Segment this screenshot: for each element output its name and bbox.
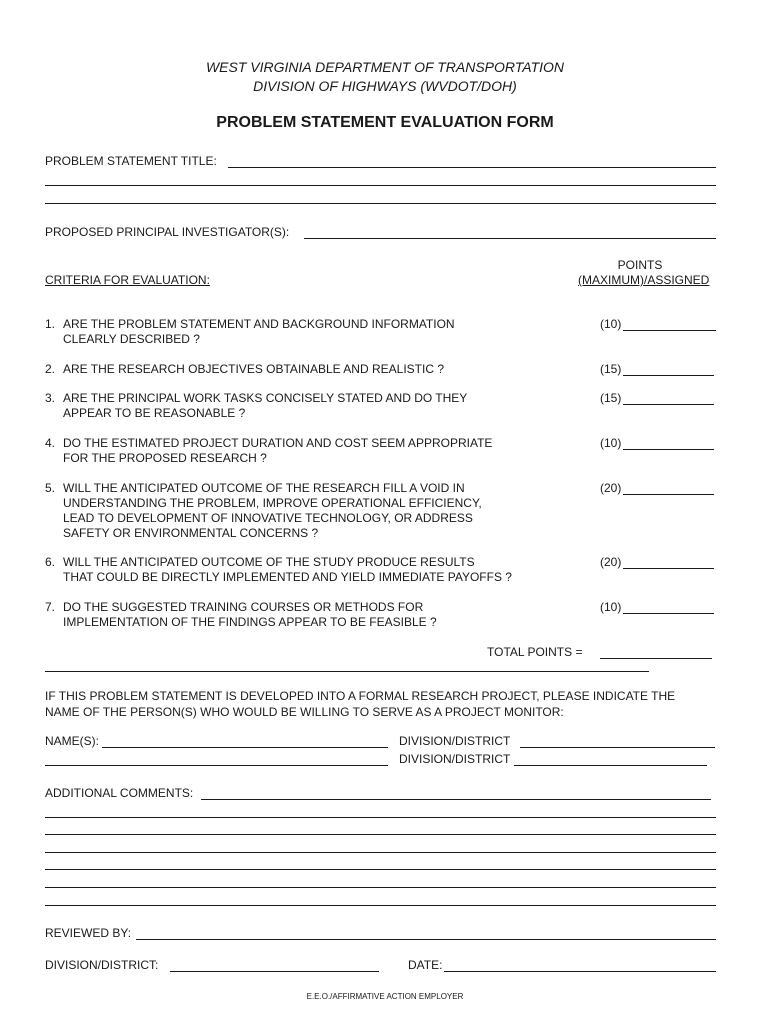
date-field[interactable]: [444, 971, 716, 972]
criterion-assigned-field[interactable]: [623, 449, 714, 450]
criterion-max-points: (10): [600, 600, 622, 614]
criterion-text: WILL THE ANTICIPATED OUTCOME OF THE RESEARCH FILL A VOID IN: [63, 481, 465, 495]
comments-label: ADDITIONAL COMMENTS:: [45, 786, 194, 800]
criterion-max-points: (15): [600, 362, 622, 376]
comments-line[interactable]: [45, 887, 716, 888]
names-field-2[interactable]: [45, 765, 388, 766]
form-title: PROBLEM STATEMENT EVALUATION FORM: [216, 114, 554, 131]
total-points-label: TOTAL POINTS =: [487, 645, 583, 659]
criterion-number: 3.: [45, 391, 56, 405]
comments-line[interactable]: [45, 817, 716, 818]
names-label: NAME(S):: [45, 734, 99, 748]
criterion-number: 6.: [45, 555, 56, 569]
criterion-text: IMPLEMENTATION OF THE FINDINGS APPEAR TO BE FEASIBLE ?: [63, 615, 437, 629]
criterion-number: 1.: [45, 317, 56, 331]
criterion-text: FOR THE PROPOSED RESEARCH ?: [63, 451, 267, 465]
criterion-max-points: (20): [600, 555, 622, 569]
criterion-assigned-field[interactable]: [623, 404, 714, 405]
criterion-text: DO THE ESTIMATED PROJECT DURATION AND COST SEEM APPROPRIATE: [63, 436, 493, 450]
criterion-assigned-field[interactable]: [623, 613, 714, 614]
criterion-text: THAT COULD BE DIRECTLY IMPLEMENTED AND YIELD IMMEDIATE PAYOFFS ?: [63, 570, 512, 584]
names-field[interactable]: [102, 747, 388, 748]
criterion-text: SAFETY OR ENVIRONMENTAL CONCERNS ?: [63, 526, 319, 540]
criterion-number: 4.: [45, 436, 56, 450]
criterion-max-points: (10): [600, 317, 622, 331]
monitor-instruction: NAME OF THE PERSON(S) WHO WOULD BE WILLING TO SERVE AS A PROJECT MONITOR:: [45, 705, 564, 719]
reviewed-by-label: REVIEWED BY:: [45, 926, 132, 940]
points-label: POINTS: [617, 258, 663, 272]
points-subheading: (MAXIMUM)/ASSIGNED: [578, 273, 710, 287]
problem-title-label: PROBLEM STATEMENT TITLE:: [45, 154, 217, 168]
criterion-text: DO THE SUGGESTED TRAINING COURSES OR METHODS FOR: [63, 600, 424, 614]
division-field[interactable]: [520, 747, 715, 748]
comments-line[interactable]: [45, 869, 716, 870]
criterion-assigned-field[interactable]: [623, 494, 714, 495]
comments-field[interactable]: [201, 799, 711, 800]
criterion-max-points: (20): [600, 481, 622, 495]
criterion-text: WILL THE ANTICIPATED OUTCOME OF THE STUDY PRODUCE RESULTS: [63, 555, 475, 569]
criterion-assigned-field[interactable]: [623, 330, 716, 331]
criterion-max-points: (15): [600, 391, 622, 405]
investigators-field[interactable]: [304, 238, 716, 239]
criterion-max-points: (10): [600, 436, 622, 450]
division-field-2[interactable]: [514, 765, 707, 766]
criterion-assigned-field[interactable]: [623, 375, 714, 376]
review-division-field[interactable]: [170, 971, 379, 972]
division-label: DIVISION/DISTRICT: [399, 752, 511, 766]
problem-title-field[interactable]: [228, 167, 716, 168]
monitor-instruction: IF THIS PROBLEM STATEMENT IS DEVELOPED INTO A FORMAL RESEARCH PROJECT, PLEASE INDICATE THE: [45, 689, 676, 703]
reviewed-by-field[interactable]: [136, 939, 716, 940]
problem-title-line-2[interactable]: [45, 185, 716, 186]
total-points-field[interactable]: [600, 658, 712, 659]
criterion-text: ARE THE RESEARCH OBJECTIVES OBTAINABLE AND REALISTIC ?: [63, 362, 444, 376]
criterion-number: 5.: [45, 481, 56, 495]
agency-name: WEST VIRGINIA DEPARTMENT OF TRANSPORTATION: [205, 59, 565, 75]
investigators-label: PROPOSED PRINCIPAL INVESTIGATOR(S):: [45, 225, 290, 239]
criterion-text: ARE THE PROBLEM STATEMENT AND BACKGROUND INFORMATION: [63, 317, 455, 331]
criterion-text: LEAD TO DEVELOPMENT OF INNOVATIVE TECHNOLOGY, OR ADDRESS: [63, 511, 473, 525]
comments-line[interactable]: [45, 834, 716, 835]
date-label: DATE:: [408, 958, 443, 972]
comments-line[interactable]: [45, 905, 716, 906]
criterion-number: 7.: [45, 600, 56, 614]
criteria-heading: CRITERIA FOR EVALUATION:: [45, 273, 210, 287]
criterion-assigned-field[interactable]: [623, 568, 714, 569]
comments-line[interactable]: [45, 852, 716, 853]
criterion-text: APPEAR TO BE REASONABLE ?: [63, 406, 246, 420]
problem-title-line-3[interactable]: [45, 203, 716, 204]
division-label: DIVISION/DISTRICT: [399, 734, 511, 748]
criterion-text: CLEARLY DESCRIBED ?: [63, 332, 200, 346]
footer-eeo: E.E.O./AFFIRMATIVE ACTION EMPLOYER: [306, 992, 464, 1001]
criterion-text: ARE THE PRINCIPAL WORK TASKS CONCISELY STATED AND DO THEY: [63, 391, 468, 405]
review-division-label: DIVISION/DISTRICT:: [45, 958, 159, 972]
section-divider: [45, 671, 649, 672]
criterion-number: 2.: [45, 362, 56, 376]
division-name: DIVISION OF HIGHWAYS (WVDOT/DOH): [253, 78, 517, 94]
criterion-text: UNDERSTANDING THE PROBLEM, IMPROVE OPERATIONAL EFFICIENCY,: [63, 496, 482, 510]
